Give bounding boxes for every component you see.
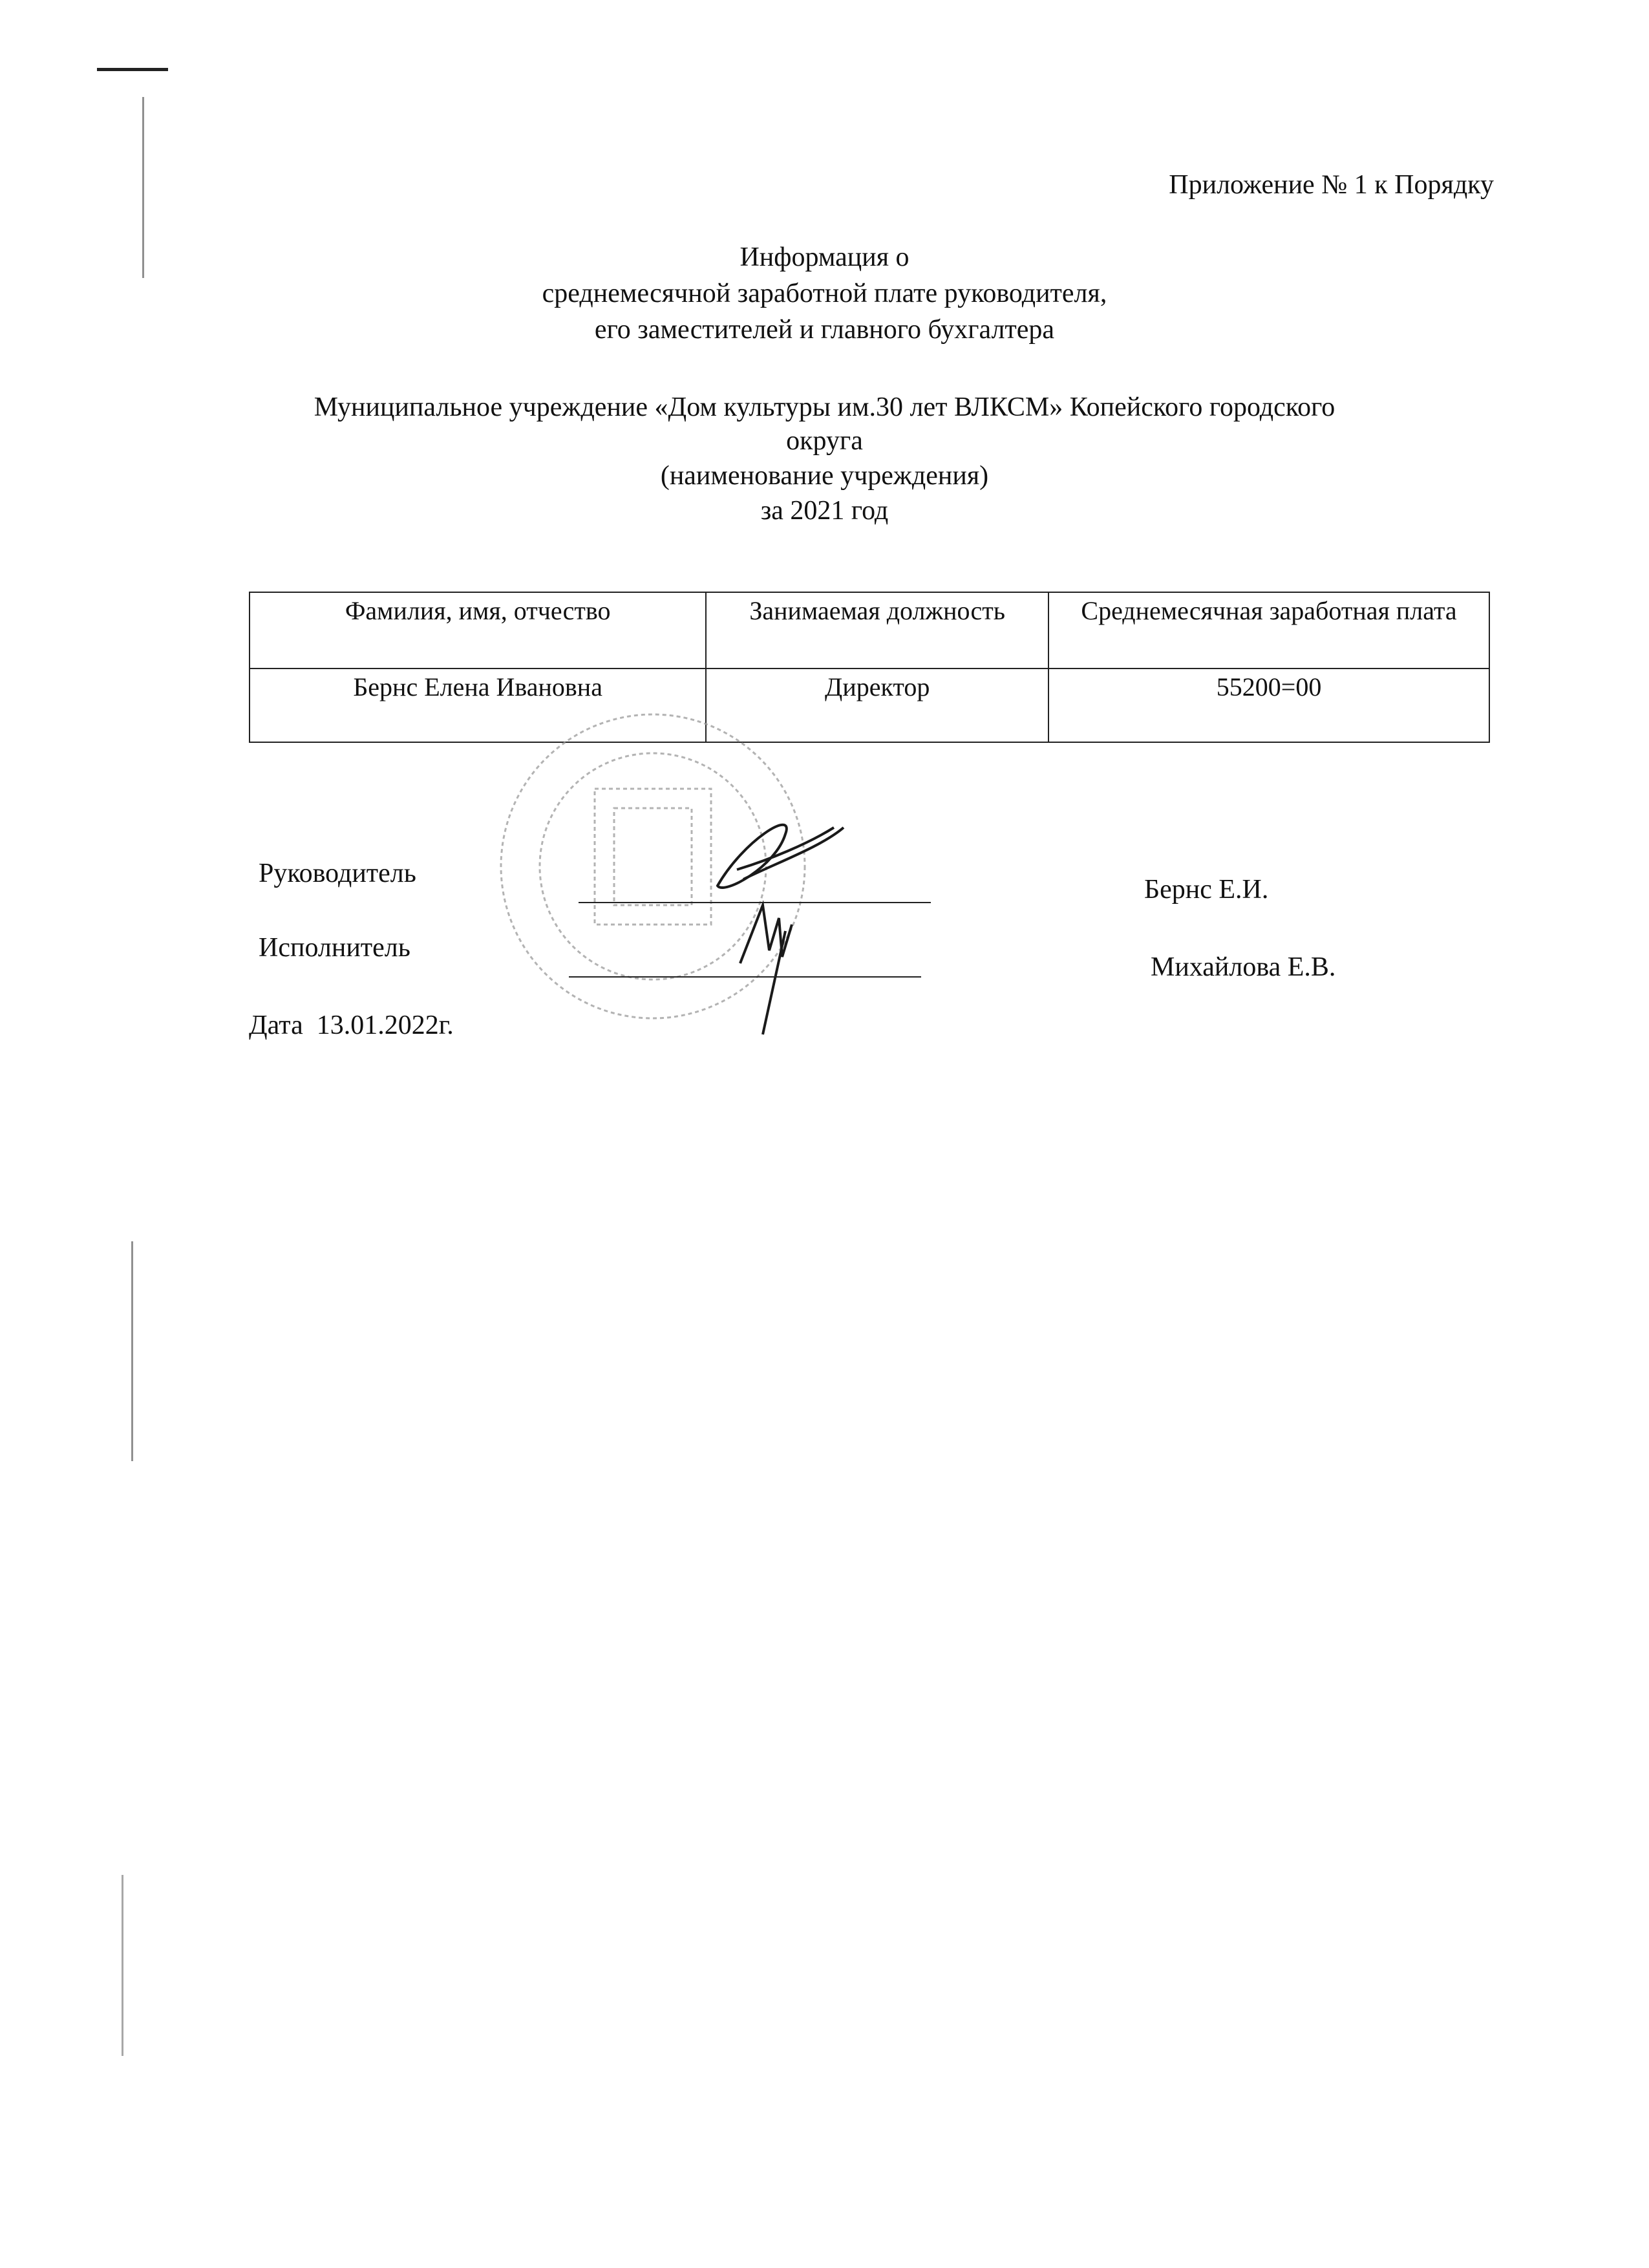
date-value: 13.01.2022г. <box>316 1011 454 1040</box>
head-label: Руководитель <box>259 859 416 888</box>
round-stamp-icon <box>501 714 805 1018</box>
organization-caption: (наименование учреждения) <box>660 461 989 491</box>
header-avg-salary: Среднемесячная заработная плата <box>1048 592 1489 669</box>
date-line <box>249 1009 454 1042</box>
executor-name: Михайлова Е.В. <box>1151 952 1336 982</box>
signature-line-head <box>579 902 931 903</box>
document-title-line: его заместителей и главного бухгалтера <box>594 315 1055 345</box>
document-title-line: среднемесячной заработной плате руководителя, <box>542 279 1107 308</box>
signature-executor-icon <box>740 905 792 1034</box>
header-position: Занимаемая должность <box>706 592 1048 669</box>
signature-head-icon <box>718 825 844 888</box>
header-full-name: Фамилия, имя, отчество <box>250 592 706 669</box>
document-title-line: Информация о <box>739 242 910 272</box>
organization-name: Муниципальное учреждение «Дом культуры им.30 лет ВЛКСМ» Копейского городского <box>314 392 1335 422</box>
cell-full-name: Бернс Елена Ивановна <box>250 669 706 742</box>
appendix-reference: Приложение № 1 к Порядку <box>1169 170 1494 200</box>
organization-name-continued: округа <box>786 426 863 456</box>
head-name: Бернс Е.И. <box>1144 875 1269 904</box>
date-label: Дата <box>249 1011 303 1040</box>
cell-position: Директор <box>706 669 1048 742</box>
cell-avg-salary: 55200=00 <box>1048 669 1489 742</box>
signature-line-executor <box>569 976 921 978</box>
executor-label: Исполнитель <box>259 933 410 963</box>
report-period: за 2021 год <box>760 496 889 526</box>
